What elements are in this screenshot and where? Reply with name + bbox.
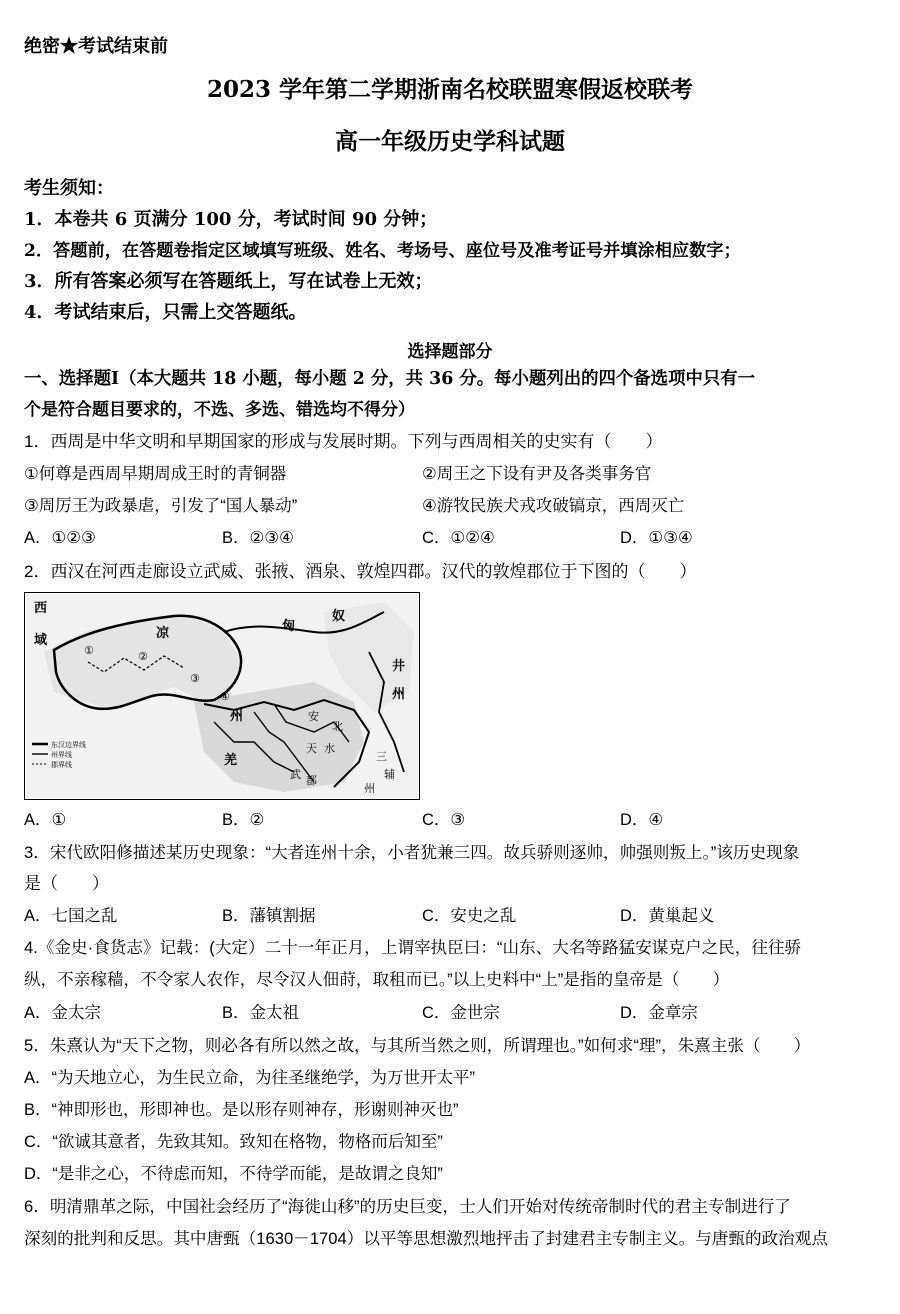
- section-title: 选择题部分: [407, 342, 493, 362]
- q4-stem: 4.《金史·食货志》记载：(大定）二十一年正月，上谓宰执臣曰：“山东、大名等路猛安谋克户之民，往往骄: [24, 938, 802, 957]
- q5-stem: 5．朱熹认为“天下之物，则必各有所以然之故，与其所当然之则，所谓理也。”如何求“理”，朱熹主张（ ）: [24, 1036, 811, 1055]
- q1-statement: ③周厉王为政暴虐，引发了“国人暴动”: [24, 497, 298, 515]
- q1-option-c[interactable]: C．①②④: [422, 529, 495, 547]
- q3-option-d[interactable]: D．黄巢起义: [620, 907, 715, 925]
- map-label-bei: 北: [332, 720, 343, 733]
- q5-option-b[interactable]: B．“神即形也，形即神也。是以形存则神存，形谢则神灭也”: [24, 1101, 459, 1119]
- han-dynasty-map: [24, 592, 420, 800]
- exam-subtitle: 高一年级历史学科试题: [335, 128, 565, 155]
- q3-option-b[interactable]: B．藩镇割据: [222, 907, 316, 925]
- legend-province-line: 州界线: [51, 751, 72, 759]
- q1-option-b[interactable]: B．②③④: [222, 529, 294, 547]
- q1-option-a[interactable]: A．①②③: [24, 529, 96, 547]
- q1-option-d[interactable]: D．①③④: [620, 529, 693, 547]
- q4-option-d[interactable]: D．金章宗: [620, 1004, 698, 1022]
- notice-item: 1．本卷共 6 页满分 100 分，考试时间 90 分钟；: [24, 209, 438, 230]
- q1-statement: ④游牧民族犬戎攻破镐京，西周灭亡: [422, 497, 685, 515]
- secret-label: 绝密★考试结束前: [24, 36, 168, 57]
- q2-option-c[interactable]: C．③: [422, 811, 466, 829]
- q4-stem-cont: 纵，不亲稼穑，不令家人农作，尽令汉人佃莳，取租而已。”以上史料中“上”是指的皇帝是（ ）: [24, 970, 730, 989]
- map-label-san: 三: [376, 750, 387, 763]
- q5-option-d[interactable]: D．“是非之心，不待虑而知，不待学而能，是故谓之良知”: [24, 1165, 443, 1183]
- q1-statement: ②周王之下设有尹及各类事务官: [422, 465, 652, 483]
- notice-item: 3．所有答案必须写在答题纸上，写在试卷上无效；: [24, 271, 433, 292]
- q2-option-b[interactable]: B．②: [222, 811, 265, 829]
- q3-option-c[interactable]: C．安史之乱: [422, 907, 517, 925]
- map-label-wu: 武: [290, 768, 301, 781]
- map-marker-2: ②: [138, 650, 148, 663]
- q6-stem-cont: 深刻的批判和反思。其中唐甄（1630－1704）以平等思想激烈地抨击了封建君主专制主义。与唐甄的政治观点: [24, 1229, 828, 1248]
- map-marker-3: ③: [190, 672, 200, 685]
- map-label-tian: 天: [306, 742, 317, 755]
- q4-option-b[interactable]: B．金太祖: [222, 1004, 300, 1022]
- notice-item: 2．答题前，在答题卷指定区域填写班级、姓名、考场号、座位号及准考证号并填涂相应数字；: [24, 241, 741, 261]
- map-label-yu: 域: [34, 633, 48, 648]
- q4-option-a[interactable]: A．金太宗: [24, 1004, 102, 1022]
- map-label-fu: 辅: [384, 768, 395, 781]
- map-label-zhou: 州: [230, 709, 244, 724]
- map-marker-1: ①: [84, 644, 94, 657]
- q3-stem: 3．宋代欧阳修描述某历史现象：“大者连州十余，小者犹兼三四。故兵骄则逐帅，帅强则叛上。”该历史现象: [24, 843, 800, 862]
- map-label-shui: 水: [324, 742, 335, 755]
- map-label-bingzhou: 州: [392, 687, 406, 702]
- q5-option-c[interactable]: C．“欲诚其意者，先致其知。致知在格物，物格而后知至”: [24, 1133, 443, 1151]
- q5-option-a[interactable]: A．“为天地立心，为生民立命，为往圣继绝学，为万世开太平”: [24, 1069, 475, 1087]
- map-label-du: 都: [306, 774, 317, 787]
- map-label-nu: 奴: [332, 609, 346, 624]
- legend-commandery-line: 郡界线: [51, 761, 72, 769]
- notice-item: 4．考试结束后，只需上交答题纸。: [24, 302, 307, 323]
- map-label-zhou2: 州: [364, 782, 375, 795]
- map-label-xiong: 匈: [282, 619, 296, 634]
- q1-stem: 1．西周是中华文明和早期国家的形成与发展时期。下列与西周相关的史实有（ ）: [24, 432, 663, 451]
- q6-stem: 6．明清鼎革之际，中国社会经历了“海徙山移”的历史巨变，士人们开始对传统帝制时代的君主专制进行了: [24, 1197, 791, 1216]
- q2-option-a[interactable]: A．①: [24, 811, 67, 829]
- q3-option-a[interactable]: A．七国之乱: [24, 907, 118, 925]
- q1-statement: ①何尊是西周早期周成王时的青铜器: [24, 465, 287, 483]
- legend-east-han-border: 东汉边界线: [51, 741, 86, 749]
- map-label-xi: 西: [34, 601, 48, 616]
- map-marker-4: ④: [220, 690, 230, 703]
- map-label-qiang: 羌: [224, 753, 238, 768]
- q2-option-d[interactable]: D．④: [620, 811, 664, 829]
- q4-option-c[interactable]: C．金世宗: [422, 1004, 500, 1022]
- q3-stem-cont: 是（ ）: [24, 874, 109, 893]
- q2-stem: 2．西汉在河西走廊设立武威、张掖、酒泉、敦煌四郡。汉代的敦煌郡位于下图的（ ）: [24, 562, 697, 581]
- map-label-liang: 凉: [156, 626, 170, 641]
- exam-title: 2023 学年第二学期浙南名校联盟寒假返校联考: [206, 76, 694, 103]
- map-label-jing: 井: [392, 659, 406, 674]
- part1-instruction: 一、选择题Ⅰ（本大题共 18 小题，每小题 2 分，共 36 分。每小题列出的四个备选项中只有一: [24, 369, 756, 389]
- part1-instruction-cont: 个是符合题目要求的，不选、多选、错选均不得分）: [24, 400, 415, 420]
- notice-heading: 考生须知：: [24, 178, 114, 199]
- map-label-an: 安: [308, 710, 319, 723]
